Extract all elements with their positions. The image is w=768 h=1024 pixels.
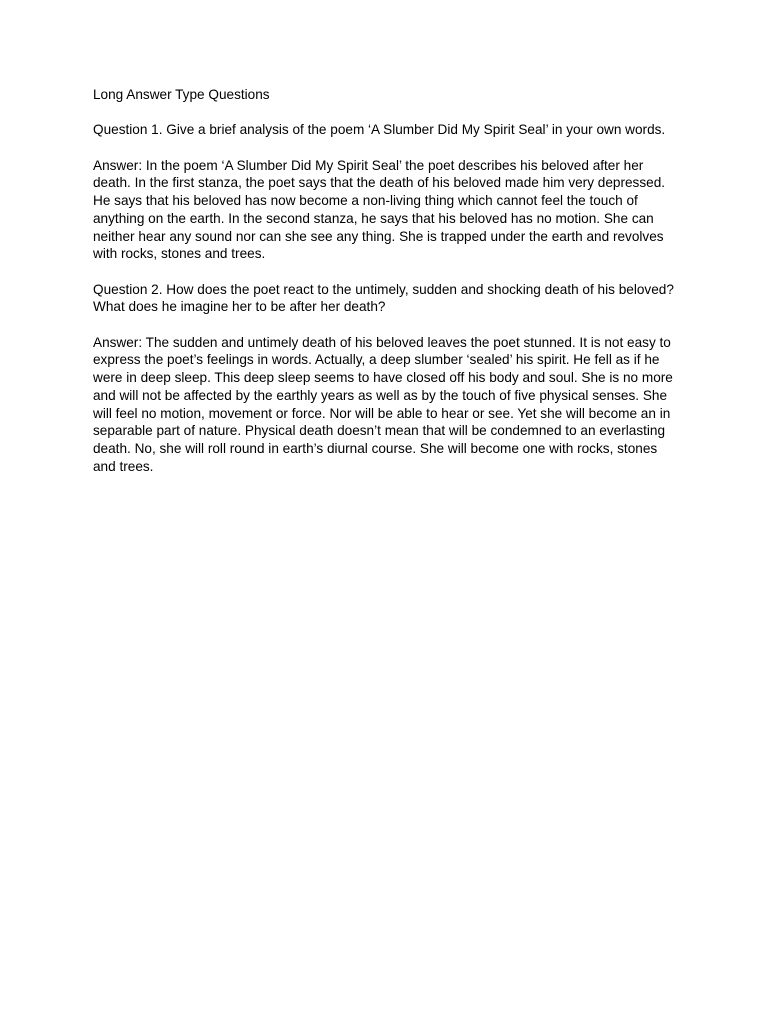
answer-2: Answer: The sudden and untimely death of his beloved leaves the poet stunned. It is not easy to express the poet’s feelings in words. Actually, a deep slumber ‘sealed’ his spirit. He fell as if he were in deep sleep. This deep sleep seems to have closed off his body and soul. She is no more and will not be affected by the earthly years as well as by the touch of five physical senses. She will feel no motion, movement or force. Nor will be able to hear or see. Yet she will become an in separable part of nature. Physical death doesn’t mean that will be condemned to an everlasting death. No, she will roll round in earth’s diurnal course. She will become one with rocks, stones and trees.	[93, 334, 673, 474]
question-2: Question 2. How does the poet react to the untimely, sudden and shocking death of his beloved? What does he imagine her to be after her death?	[93, 281, 674, 315]
question-1: Question 1. Give a brief analysis of the poem ‘A Slumber Did My Spirit Seal’ in your own words.	[93, 122, 666, 138]
section-heading: Long Answer Type Questions	[93, 87, 270, 102]
answer-1: Answer: In the poem ‘A Slumber Did My Spirit Seal’ the poet describes his beloved after her death. In the first stanza, the poet says that the death of his beloved made him very depressed. He says that his beloved has now become a non-living thing which cannot feel the touch of anything on the earth. In the second stanza, he says that his beloved has no motion. She can neither hear any sound nor can she see any thing. She is trapped under the earth and revolves with rocks, stones and trees.	[93, 157, 666, 262]
document-body	[93, 86, 677, 493]
